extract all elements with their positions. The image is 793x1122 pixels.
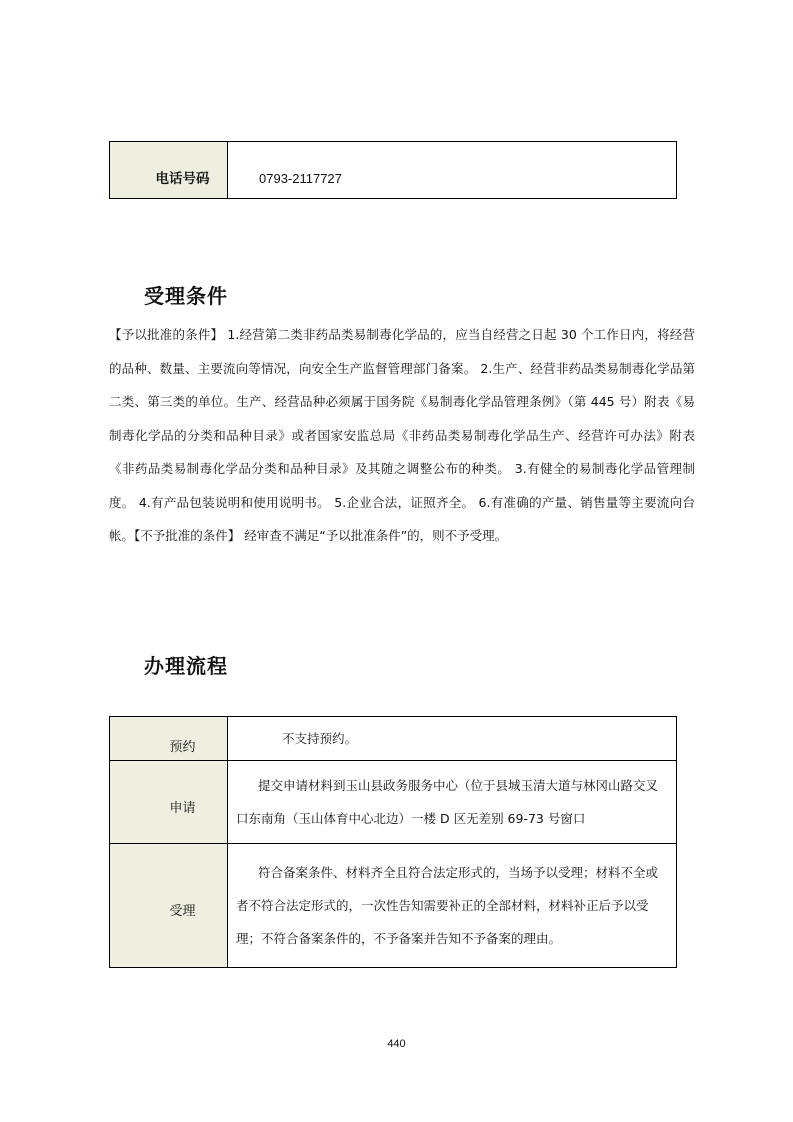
acceptance-value-cell — [228, 844, 677, 968]
appointment-label: 预约 — [169, 740, 196, 755]
phone-label-cell — [110, 142, 228, 199]
appointment-label-cell — [110, 717, 228, 761]
application-label-cell — [110, 761, 228, 844]
acceptance-text: 符合备案条件、材料齐全且符合法定形式的，当场予以受理；材料不全或者不符合法定形式的，一次性告知需要补正的全部材料，材料补正后予以受理；不符合备案条件的，不予备案并告知不予备案的理由。 — [236, 865, 659, 946]
acceptance-label-cell — [110, 844, 228, 968]
process-row-appointment — [110, 717, 677, 761]
contact-row — [110, 142, 677, 199]
process-row-acceptance — [110, 844, 677, 968]
appointment-text: 不支持预约。 — [282, 731, 358, 746]
conditions-text: 【予以批准的条件】 1.经营第二类非药品类易制毒化学品的，应当自经营之日起 30 个工作日内，将经营的品种、数量、主要流向等情况，向安全生产监督管理部门备案。 2.生产、经营非药品类易制毒化学品第二类、第三类的单位。生产、经营品种必须属于国务院《易制毒化学品管理条例》（第 445 号）附表《易制毒化学品的分类和品种目录》或者国家安监总局《非药品类易制毒化学品生产、经营许可办法》附表《非药品类易制毒化学品分类和品种目录》及其随之调整公布的种类。 3.有健全的易制毒化学品管理制度。 4.有产品包装说明和使用说明书。 5.企业合法，证照齐全。 6.有准确的产量、销售量等主要流向台帐。【不予批准的条件】 经审查不满足“予以批准条件”的，则不予受理。 — [109, 327, 695, 543]
application-text: 提交申请材料到玉山县政务服务中心（位于县城玉清大道与林冈山路交叉口东南角（玉山体育中心北边）一楼 D 区无差别 69-73 号窗口 — [236, 778, 659, 826]
process-title: 办理流程 — [144, 654, 228, 678]
application-value-cell — [228, 761, 677, 844]
phone-label: 电话号码 — [155, 171, 210, 187]
phone-value: 0793-2117727 — [259, 170, 342, 186]
appointment-value-cell — [228, 717, 677, 761]
page-number: 440 — [387, 1038, 406, 1050]
process-table — [109, 716, 677, 968]
conditions-title: 受理条件 — [144, 284, 228, 308]
process-row-application — [110, 761, 677, 844]
contact-table — [109, 141, 677, 199]
application-label: 申请 — [169, 800, 196, 816]
acceptance-label: 受理 — [169, 904, 196, 919]
phone-value-cell — [228, 142, 677, 199]
